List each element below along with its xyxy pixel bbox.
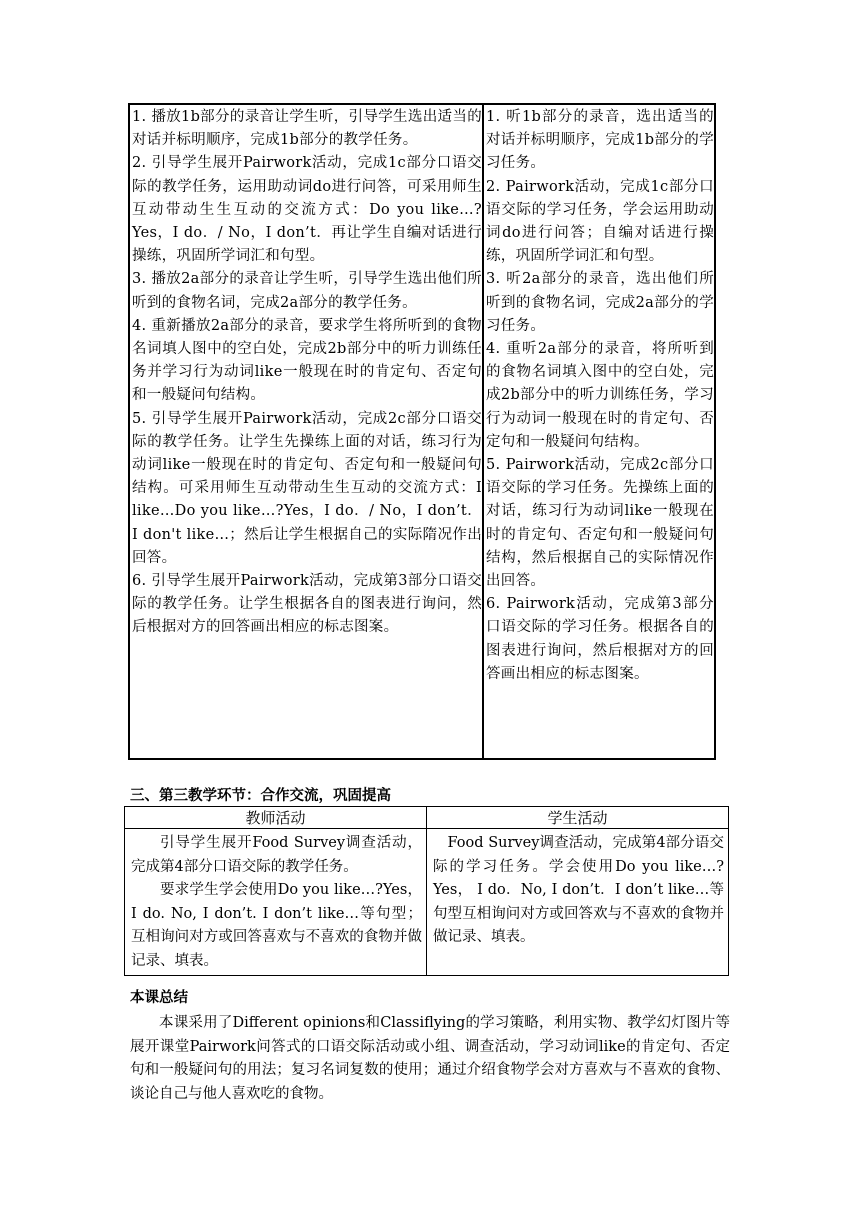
student-step-6: 6. Pairwork活动，完成第3部分口语交际的学习任务。根据各自的图表进行询问，然后根据对方的回答画出相应的标志图案。 — [486, 596, 714, 682]
activities-table — [128, 103, 716, 760]
teacher-activities-cell — [129, 104, 483, 759]
header-row — [125, 807, 729, 829]
teacher-step-5: 5. 引导学生展开Pairwork活动，完成2c部分口语交际的教学任务。让学生先操练上面的对话，练习行为动词like一般现在时的肯定句、否定句和一般疑问句结构。可采用师生互动带动生生互动的交流方式：I like…Do you like…?Yes，I do．/ No，I don’t．I don't like…；然后让学生根据自己的实际隋况作出回答。 — [132, 410, 482, 566]
teacher-paragraph-2: 要求学生学会使用Do you like…?Yes，I do. No, I don’t. I don’t like…等句型；互相询问对方或回答喜欢与不喜欢的食物并做记录、填表。 — [131, 882, 422, 969]
teacher-paragraph-1: 引导学生展开Food Survey调查活动，完成第4部分口语交际的教学任务。 — [131, 835, 422, 875]
teacher-activity-cell — [125, 829, 427, 976]
table-row — [129, 104, 715, 759]
student-activities-cell — [483, 104, 715, 759]
student-step-1: 1. 听1b部分的录音，选出适当的对话并标明顺序，完成1b部分的学习任务。 — [486, 109, 714, 172]
summary-heading: 本课总结 — [130, 990, 188, 1006]
student-activity-cell — [427, 829, 729, 976]
table-row — [125, 829, 729, 976]
student-step-4: 4. 重听2a部分的录音，将所听到的食物名词填入图中的空白处，完成2b部分中的听力训练任务，学习行为动词一般现在时的肯定句、否定句和一般疑问句结构。 — [486, 341, 714, 450]
cooperation-table — [124, 806, 729, 976]
teacher-step-1: 1. 播放1b部分的录音让学生听，引导学生选出适当的对话并标明顺序，完成1b部分的教学任务。 — [132, 109, 482, 149]
column-header-teacher: 教师活动 — [125, 807, 427, 829]
student-paragraph-1: Food Survey调查活动，完成第4部分语交际的学习任务。学会使用Do you like…? Yes， I do．No, I don’t．I don’t like…等句型互相询问对方或回答欢与不喜欢的食物并做记录、填表。 — [433, 835, 724, 945]
summary-text: 本课采用了Different opinions和Classiflying的学习策略，利用实物、教学幻灯图片等展开课堂Pairwork问答式的口语交际活动或小组、调查活动，学习动词like的肯定句、否定句和一般疑问句的用法；复习名词复数的使用；通过介绍食物学会对方喜欢与不喜欢的食物、谈论自己与他人喜欢吃的食物。 — [130, 1015, 730, 1102]
student-step-2: 2. Pairwork活动，完成1c部分口语交际的学习任务，学会运用助动词do进行问答；自编对话进行操练，巩固所学词汇和句型。 — [486, 178, 714, 265]
teacher-step-4: 4. 重新播放2a部分的录音，要求学生将所听到的食物名词填人图中的空白处，完成2b部分中的听力训练任务并学习行为动词like一般现在时的肯定句、否定句和一般疑问句结构。 — [132, 317, 482, 404]
section-heading: 三、第三教学环节：合作交流，巩固提高 — [130, 788, 391, 804]
student-step-5: 5. Pairwork活动，完成2c部分口语交际的学习任务。先操练上面的对话，练习行为动词like一般现在时的肯定句、否定句和一般疑问句结构，然后根据自己的实际情况作出回答。 — [486, 457, 714, 590]
teacher-step-3: 3. 播放2a部分的录音让学生听，引导学生选出他们所听到的食物名词，完成2a部分的教学任务。 — [132, 271, 482, 311]
teacher-step-2: 2. 引导学生展开Pairwork活动，完成1c部分口语交际的教学任务，运用助动词do进行问答，可采用师生互动带动生生互动的交流方式：Do you like…?Yes，I do．/ No，I don’t．再让学生自编对话进行操练，巩固所学词汇和句型。 — [132, 155, 482, 265]
column-header-student: 学生活动 — [427, 807, 729, 829]
teacher-step-6: 6. 引导学生展开Pairwork活动，完成第3部分口语交际的教学任务。让学生根据各自的图表进行询问，然后根据对方的回答画出相应的标志图案。 — [132, 573, 482, 636]
student-step-3: 3. 听2a部分的录音，选出他们所听到的食物名词，完成2a部分的学习任务。 — [486, 271, 714, 334]
